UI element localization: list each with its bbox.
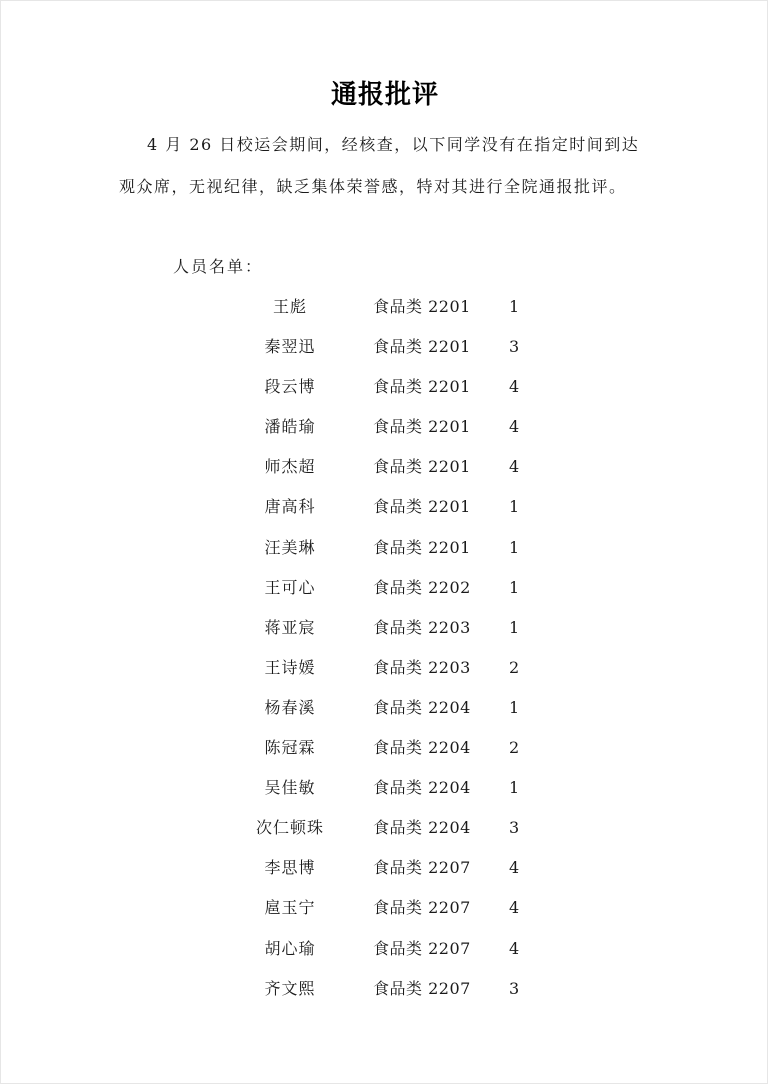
student-class: 食品类 2201 bbox=[373, 297, 471, 316]
roster-row bbox=[1, 295, 768, 335]
student-name: 吴佳敏 bbox=[264, 778, 316, 798]
student-class: 食品类 2203 bbox=[373, 617, 471, 637]
roster-row bbox=[1, 576, 768, 616]
student-name: 段云博 bbox=[264, 377, 316, 397]
roster-row bbox=[1, 937, 768, 977]
student-name: 汪美琳 bbox=[264, 537, 316, 557]
roster-label: 人员名单： bbox=[173, 257, 264, 276]
absence-count: 1 bbox=[509, 577, 520, 597]
student-class: 食品类 2204 bbox=[373, 738, 471, 758]
student-class: 食品类 2204 bbox=[373, 818, 471, 838]
roster-row bbox=[1, 696, 768, 736]
absence-count: 4 bbox=[509, 898, 520, 918]
student-class: 食品类 2201 bbox=[373, 497, 471, 517]
roster-row bbox=[1, 776, 768, 816]
student-class: 食品类 2204 bbox=[373, 697, 471, 717]
roster-row bbox=[1, 495, 768, 535]
absence-count: 4 bbox=[509, 457, 520, 477]
absence-count: 3 bbox=[509, 978, 520, 998]
student-name: 李思博 bbox=[264, 858, 316, 878]
student-name: 杨春溪 bbox=[264, 697, 316, 717]
roster-row bbox=[1, 335, 768, 375]
roster-row bbox=[1, 977, 768, 1017]
roster-row bbox=[1, 736, 768, 776]
student-name: 王诗媛 bbox=[264, 657, 316, 677]
student-name: 王可心 bbox=[264, 577, 316, 597]
absence-count: 1 bbox=[509, 497, 520, 517]
student-name: 师杰超 bbox=[264, 457, 316, 477]
student-class: 食品类 2207 bbox=[373, 978, 471, 998]
roster-row bbox=[1, 415, 768, 455]
student-class: 食品类 2207 bbox=[373, 938, 471, 958]
notice-paragraph-line-1: 4 月 26 日校运会期间，经核查，以下同学没有在指定时间到达 bbox=[147, 135, 640, 154]
student-name: 胡心瑜 bbox=[264, 938, 316, 958]
notice-paragraph-line-2: 观众席，无视纪律，缺乏集体荣誉感，特对其进行全院通报批评。 bbox=[119, 177, 627, 196]
roster-row bbox=[1, 656, 768, 696]
absence-count: 1 bbox=[509, 617, 520, 637]
absence-count: 2 bbox=[509, 738, 520, 758]
student-class: 食品类 2201 bbox=[373, 417, 471, 437]
absence-count: 1 bbox=[509, 297, 520, 316]
roster-row bbox=[1, 455, 768, 495]
absence-count: 1 bbox=[509, 697, 520, 717]
student-class: 食品类 2204 bbox=[373, 778, 471, 798]
absence-count: 4 bbox=[509, 858, 520, 878]
roster-row bbox=[1, 856, 768, 896]
absence-count: 3 bbox=[509, 337, 520, 357]
student-name: 蒋亚宸 bbox=[264, 617, 316, 637]
absence-count: 4 bbox=[509, 377, 520, 397]
student-name: 扈玉宁 bbox=[264, 898, 316, 918]
student-name: 秦翌迅 bbox=[264, 337, 316, 357]
absence-count: 2 bbox=[509, 657, 520, 677]
student-name: 潘皓瑜 bbox=[264, 417, 316, 437]
student-name: 王彪 bbox=[272, 297, 307, 316]
roster-row bbox=[1, 616, 768, 656]
student-name: 陈冠霖 bbox=[264, 738, 316, 758]
student-class: 食品类 2202 bbox=[373, 577, 471, 597]
student-class: 食品类 2201 bbox=[373, 457, 471, 477]
roster-row bbox=[1, 896, 768, 936]
roster-row bbox=[1, 375, 768, 415]
student-class: 食品类 2201 bbox=[373, 377, 471, 397]
student-name: 次仁顿珠 bbox=[255, 818, 324, 838]
roster-list bbox=[1, 295, 768, 1017]
absence-count: 4 bbox=[509, 938, 520, 958]
student-class: 食品类 2201 bbox=[373, 537, 471, 557]
absence-count: 3 bbox=[509, 818, 520, 838]
student-name: 齐文熙 bbox=[264, 978, 316, 998]
student-class: 食品类 2201 bbox=[373, 337, 471, 357]
roster-row bbox=[1, 536, 768, 576]
student-class: 食品类 2203 bbox=[373, 657, 471, 677]
absence-count: 1 bbox=[509, 537, 520, 557]
student-class: 食品类 2207 bbox=[373, 858, 471, 878]
page-title: 通报批评 bbox=[330, 80, 439, 110]
roster-row bbox=[1, 816, 768, 856]
absence-count: 4 bbox=[509, 417, 520, 437]
student-class: 食品类 2207 bbox=[373, 898, 471, 918]
student-name: 唐高科 bbox=[264, 497, 316, 517]
absence-count: 1 bbox=[509, 778, 520, 798]
